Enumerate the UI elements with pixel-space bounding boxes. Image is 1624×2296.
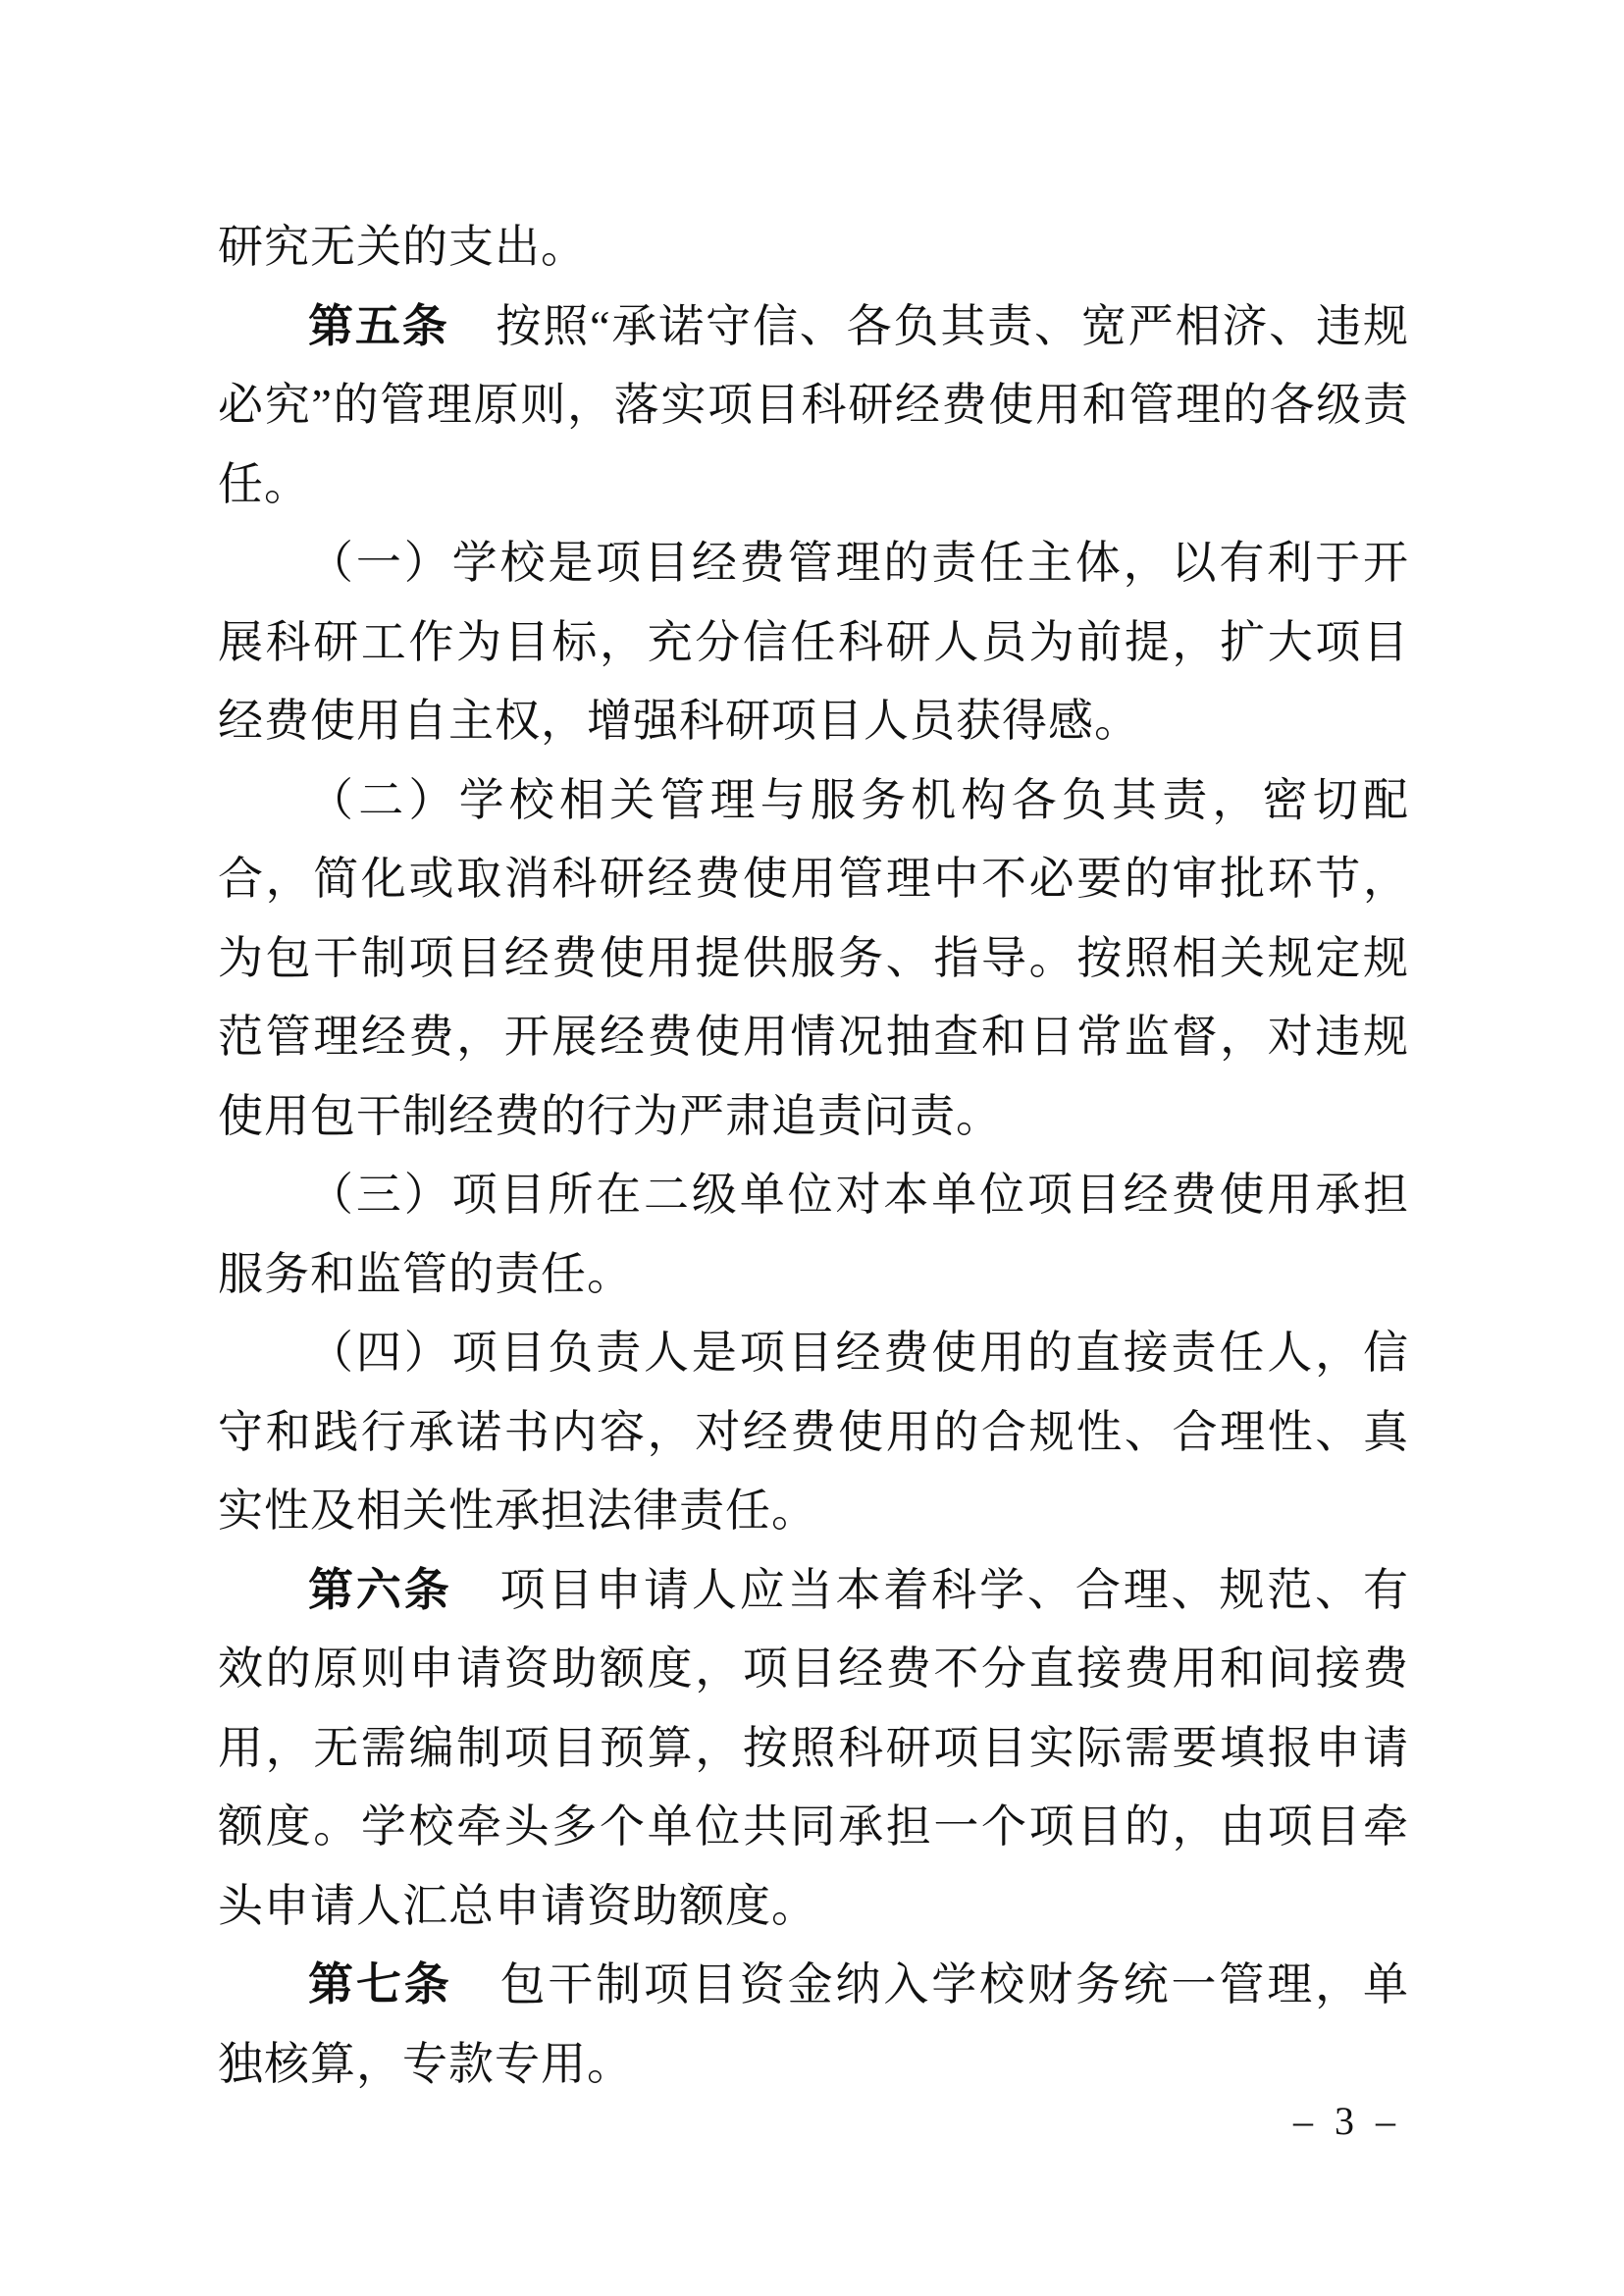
paragraph-text: 项目申请人应当本着科学、合理、规范、有效的原则申请资助额度，项目经费不分直接费用和间接费用，无需编制项目预算，按照科研项目实际需要填报申请额度。学校牵头多个单位共同承担一个项目的，由项目牵头申请人汇总申请资助额度。: [218, 1564, 1410, 1931]
paragraph-article-7: [218, 1946, 1409, 2104]
article-5-label: 第五条: [308, 300, 449, 351]
paragraph-continuation: [218, 208, 1409, 287]
paragraph-text: 包干制项目资金纳入学校财务统一管理，单独核算，专款专用。: [218, 1959, 1410, 2089]
paragraph-text: （二）学校相关管理与服务机构各负其责，密切配合，简化或取消科研经费使用管理中不必要的审批环节，为包干制项目经费使用提供服务、指导。按照相关规定规范管理经费，开展经费使用情况抽查和日常监督，对违规使用包干制经费的行为严肃追责问责。: [218, 774, 1409, 1141]
paragraph-text: （三）项目所在二级单位对本单位项目经费使用承担服务和监管的责任。: [218, 1170, 1409, 1299]
page-number: – 3 –: [1293, 2099, 1401, 2143]
paragraph-text: （一）学校是项目经费管理的责任主体，以有利于开展科研工作为目标，充分信任科研人员为前提，扩大项目经费使用自主权，增强科研项目人员获得感。: [218, 538, 1409, 746]
article-6-label: 第六条: [308, 1564, 452, 1615]
paragraph-clause-3: [218, 1156, 1409, 1314]
paragraph-clause-4: [218, 1314, 1409, 1551]
paragraph-text: 按照“承诺守信、各负其责、宽严相济、违规必究”的管理原则，落实项目科研经费使用和管理的各级责任。: [218, 300, 1410, 509]
paragraph-article-5: [218, 287, 1409, 525]
paragraph-article-6: [218, 1551, 1409, 1947]
paragraph-text: （四）项目负责人是项目经费使用的直接责任人，信守和践行承诺书内容，对经费使用的合规性、合理性、真实性及相关性承担法律责任。: [218, 1328, 1409, 1536]
document-body: [218, 208, 1409, 2104]
paragraph-clause-2: [218, 761, 1409, 1157]
paragraph-clause-1: [218, 524, 1409, 761]
paragraph-text: 研究无关的支出。: [218, 222, 587, 272]
article-7-label: 第七条: [308, 1959, 452, 2009]
